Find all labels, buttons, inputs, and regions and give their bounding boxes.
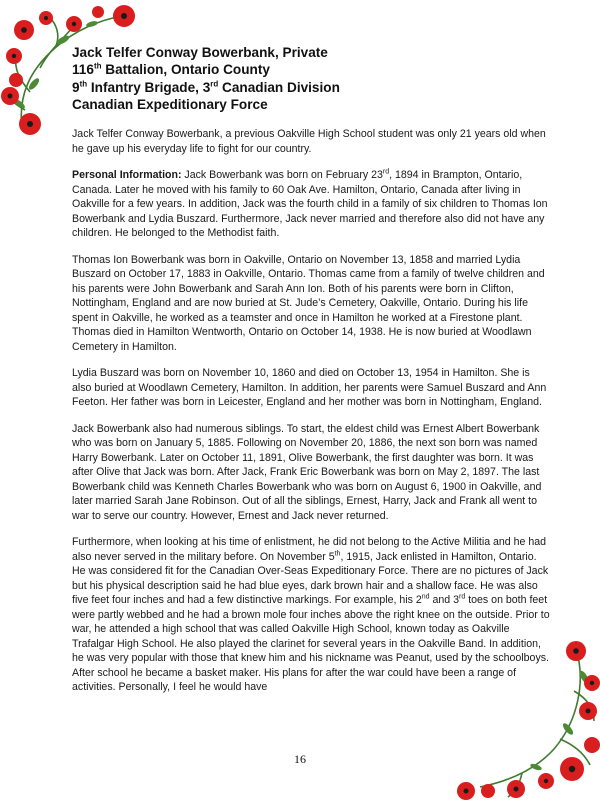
soldier-name-rank: Jack Telfer Conway Bowerbank, Private xyxy=(72,45,328,60)
personal-information-label: Personal Information: xyxy=(72,169,182,181)
brigade-division-line: 9th Infantry Brigade, 3rd Canadian Division xyxy=(72,79,340,95)
page-number: 16 xyxy=(294,752,306,766)
soldier-header xyxy=(72,44,542,114)
mother-paragraph: Lydia Buszard was born on November 10, 1860 and died on October 13, 1954 in Hamilton. She is also buried at Woodlawn Cemetery, Hamilton. In addition, her parents were Samuel Buszard and Ann Feeton. Her father was born in Leicester, England and her mother was born in Nottingham, England. xyxy=(72,367,547,408)
intro-paragraph: Jack Telfer Conway Bowerbank, a previous Oakville High School student was only 21 years old when he gave up his everyday life to fight for our country. xyxy=(72,128,546,155)
biography-body xyxy=(72,127,552,707)
battalion-line: 116th Battalion, Ontario County xyxy=(72,61,270,78)
father-paragraph: Thomas Ion Bowerbank was born in Oakville, Ontario on November 13, 1858 and married Lydia Buszard on October 17, 1883 in Oakville, Ontario. Thomas came from a family of twelve children and his parents were John Bowerbank and Sarah Ann Ion. Both of his parents were born in Clifton, Nottingham, England and are now buried at St. Jude’s Cemetery, Oakville, Ontario. During his life spent in Oakville, he worked as a teamster and once in Hamilton he worked at a Firestone plant. Thomas died in Hamilton Wentworth, Ontario on October 14, 1938. He is now buried at Woodlawn Cemetery in Hamilton. xyxy=(72,253,545,353)
personal-information-paragraph: Personal Information: Jack Bowerbank was born on February 23rd, 1894 in Brampton, Ontario, Canada. Later he moved with his family to 60 Oak Ave. Hamilton, Ontario, Canada after living in Oakville for a few years. In addition, Jack was the fourth child in a family of six children to Thomas Ion Bowerbank and Lydia Buszard. Furthermore, Jack never married and therefore also did not have any children. He belonged to the Methodist faith. xyxy=(72,168,548,239)
enlistment-paragraph: Furthermore, when looking at his time of enlistment, he did not belong to the Active Militia and he had also never served in the military before. On November 5th, 1915, Jack enlisted in Hamilton, Ontario. He was considered fit for the Canadian Over-Seas Expeditionary Force. There are no pictures of Jack but his physical description said he had blue eyes, dark brown hair and a shallow face. He was also five feet four inches and had a few distinctive markings. For example, his 2nd and 3rd toes on both feet were partly webbed and he had a brown mole four inches above the right knee on the outside. Prior to war, he attended a high school that was called Oakville High School, known today as Oakville Trafalgar High School. He also played the clarinet for several years in the Oakville Band. In addition, he was very popular with those that knew him and his nickname was Peanut, used by the schoolboys. After school he became a basket maker. His plans for after the war could have been a range of activities. Personally, I feel he would have xyxy=(72,536,550,693)
force-line: Canadian Expeditionary Force xyxy=(72,97,268,113)
siblings-paragraph: Jack Bowerbank also had numerous siblings. To start, the eldest child was Ernest Albert Bowerbank who was born on January 5, 1885. Following on November 20, 1886, the next son born was named Harry Bowerbank. Later on October 11, 1891, Olive Bowerbank, the first daughter was born. It was after Olive that Jack was born. After Jack, Frank Eric Bowerbank was born on May 2, 1897. The last Bowerbank child was Kenneth Charles Bowerbank who was born on August 6, 1900 in Oakville, and later married Sarah Jane Robinson. Out of all the siblings, Ernest, Harry, Jack and Frank all went to war to serve our country. However, Ernest and Jack never returned. xyxy=(72,422,542,522)
